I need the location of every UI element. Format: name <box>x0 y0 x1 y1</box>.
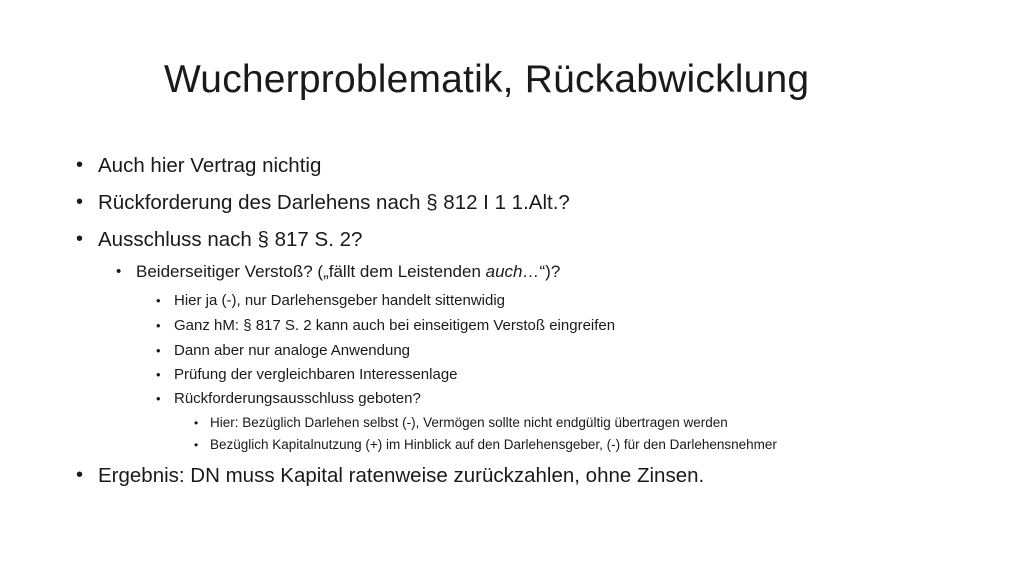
bullet-dot-icon: • <box>76 464 84 486</box>
bullet-text: Rückforderungsausschluss geboten? <box>174 390 421 407</box>
bullet-text: Ausschluss nach § 817 S. 2? <box>98 228 363 251</box>
bullet-dot-icon: • <box>156 293 161 308</box>
bullet-text: Bezüglich Kapitalnutzung (+) im Hinblick auf den Darlehensgeber, (-) für den Darlehensnehmer <box>210 437 777 452</box>
bullet-item <box>194 415 728 430</box>
bullet-item <box>156 366 458 383</box>
bullet-item <box>76 228 362 252</box>
bullet-text: Ganz hM: § 817 S. 2 kann auch bei einseitigem Verstoß eingreifen <box>174 317 616 334</box>
bullet-text: Auch hier Vertrag nichtig <box>98 154 322 177</box>
bullet-dot-icon: • <box>116 263 122 280</box>
bullet-item <box>156 317 615 334</box>
bullet-item <box>116 262 560 282</box>
bullet-item <box>156 342 410 359</box>
bullet-dot-icon: • <box>76 228 84 250</box>
bullet-dot-icon: • <box>156 318 161 333</box>
bullet-text: Dann aber nur analoge Anwendung <box>174 342 411 359</box>
bullet-text: Prüfung der vergleichbaren Interessenlage <box>174 366 458 383</box>
bullet-text: Ergebnis: DN muss Kapital ratenweise zurückzahlen, ohne Zinsen. <box>98 464 705 487</box>
bullet-item <box>76 154 321 178</box>
bullet-dot-icon: • <box>194 416 199 430</box>
bullet-item <box>76 191 570 215</box>
bullet-text: Hier: Bezüglich Darlehen selbst (-), Vermögen sollte nicht endgültig übertragen werden <box>210 415 728 430</box>
bullet-text: Hier ja (-), nur Darlehensgeber handelt sittenwidig <box>174 292 505 309</box>
bullet-dot-icon: • <box>76 191 84 213</box>
bullet-dot-icon: • <box>156 367 161 382</box>
bullet-item <box>156 390 421 407</box>
bullet-text: Beiderseitiger Verstoß? („fällt dem Leistenden auch…“)? <box>136 262 561 281</box>
bullet-item <box>76 464 704 488</box>
bullet-text: Rückforderung des Darlehens nach § 812 I 1 1.Alt.? <box>98 191 570 214</box>
slide-title: Wucherproblematik, Rückabwicklung <box>164 58 810 101</box>
bullet-dot-icon: • <box>156 391 161 406</box>
bullet-item <box>194 437 777 452</box>
bullet-dot-icon: • <box>76 154 84 176</box>
bullet-dot-icon: • <box>156 343 161 358</box>
bullet-dot-icon: • <box>194 438 199 452</box>
bullet-item <box>156 292 505 309</box>
